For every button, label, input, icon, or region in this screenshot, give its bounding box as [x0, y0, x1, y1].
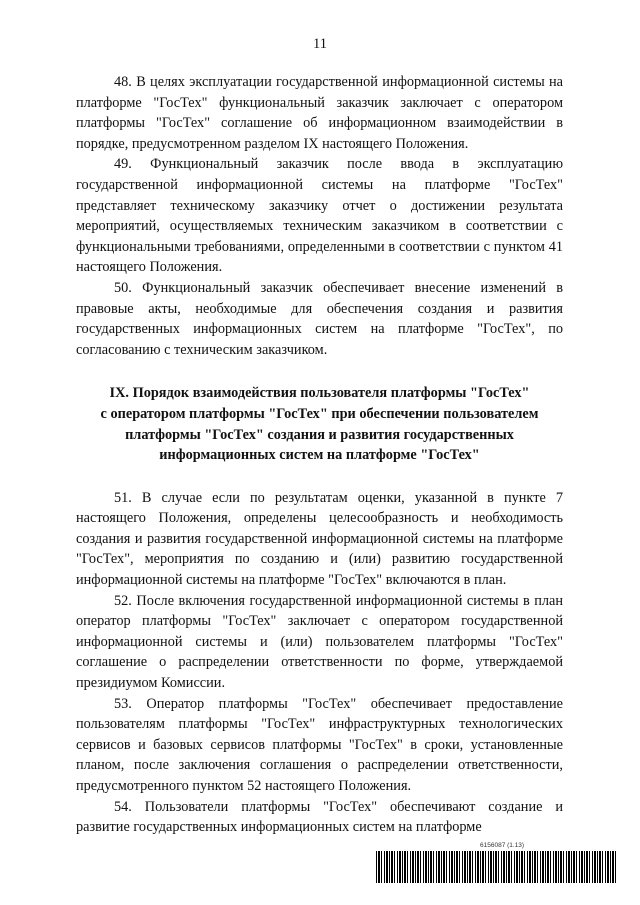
section-heading-line: платформы "ГосТех" создания и развития государственных — [125, 426, 514, 443]
paragraph-48: 48. В целях эксплуатации государственной информационной системы на платформе "ГосТех" функциональный заказчик заключает с оператором платформы "ГосТех" соглашение об информационном взаимодействии в порядке, предусмотренном разделом IX настоящего Положения. — [76, 74, 563, 152]
section-heading-line: с оператором платформы "ГосТех" при обеспечении пользователем — [100, 405, 539, 422]
section-heading-line: IX. Порядок взаимодействия пользователя платформы "ГосТех" — [109, 385, 530, 402]
paragraph-54: 54. Пользователи платформы "ГосТех" обеспечивают создание и развитие государственных информационных систем на платформе — [76, 798, 563, 836]
barcode — [376, 851, 616, 883]
paragraph-49: 49. Функциональный заказчик после ввода в эксплуатацию государственной информационной системы на платформе "ГосТех" представляет техническому заказчику отчет о достижении результата мероприятий, осуществляемых техническим заказчиком в соответствии с функциональными требованиями, определенными в соответствии с пунктом 41 настоящего Положения. — [76, 156, 563, 276]
paragraph-51: 51. В случае если по результатам оценки, указанной в пункте 7 настоящего Положения, определены целесообразность и необходимость создания и развития государственной информационной системы на платформе "ГосТех", мероприятия по созданию и (или) развитию государственной информационной системы на платформе "ГосТех" включаются в план. — [76, 489, 563, 589]
paragraph-50: 50. Функциональный заказчик обеспечивает внесение изменений в правовые акты, необходимые для обеспечения создания и развития государственных информационных систем на платформе "ГосТех", по согласованию с техническим заказчиком. — [76, 279, 563, 358]
paragraph-52: 52. После включения государственной информационной системы в план оператор платформы "ГосТех" заключает с оператором государственной информационной системы и (или) пользователем платформы "ГосТех" соглашение о распределении ответственности по форме, утверждаемой президиумом Комиссии. — [76, 592, 563, 692]
section-heading-line: информационных систем на платформе "ГосТех" — [159, 447, 480, 464]
document-body — [76, 72, 563, 838]
barcode-label: 6156087 (1.13) — [480, 842, 525, 849]
section-heading — [76, 383, 563, 465]
page-number: 11 — [313, 36, 327, 52]
paragraph-53: 53. Оператор платформы "ГосТех" обеспечивает предоставление пользователям платформы "ГосТех" инфраструктурных технологических сервисов и базовых сервисов платформы "ГосТех" в сроки, установленные планом, после заключения соглашения о распределении ответственности, предусмотренного пунктом 52 настоящего Положения. — [76, 695, 563, 794]
